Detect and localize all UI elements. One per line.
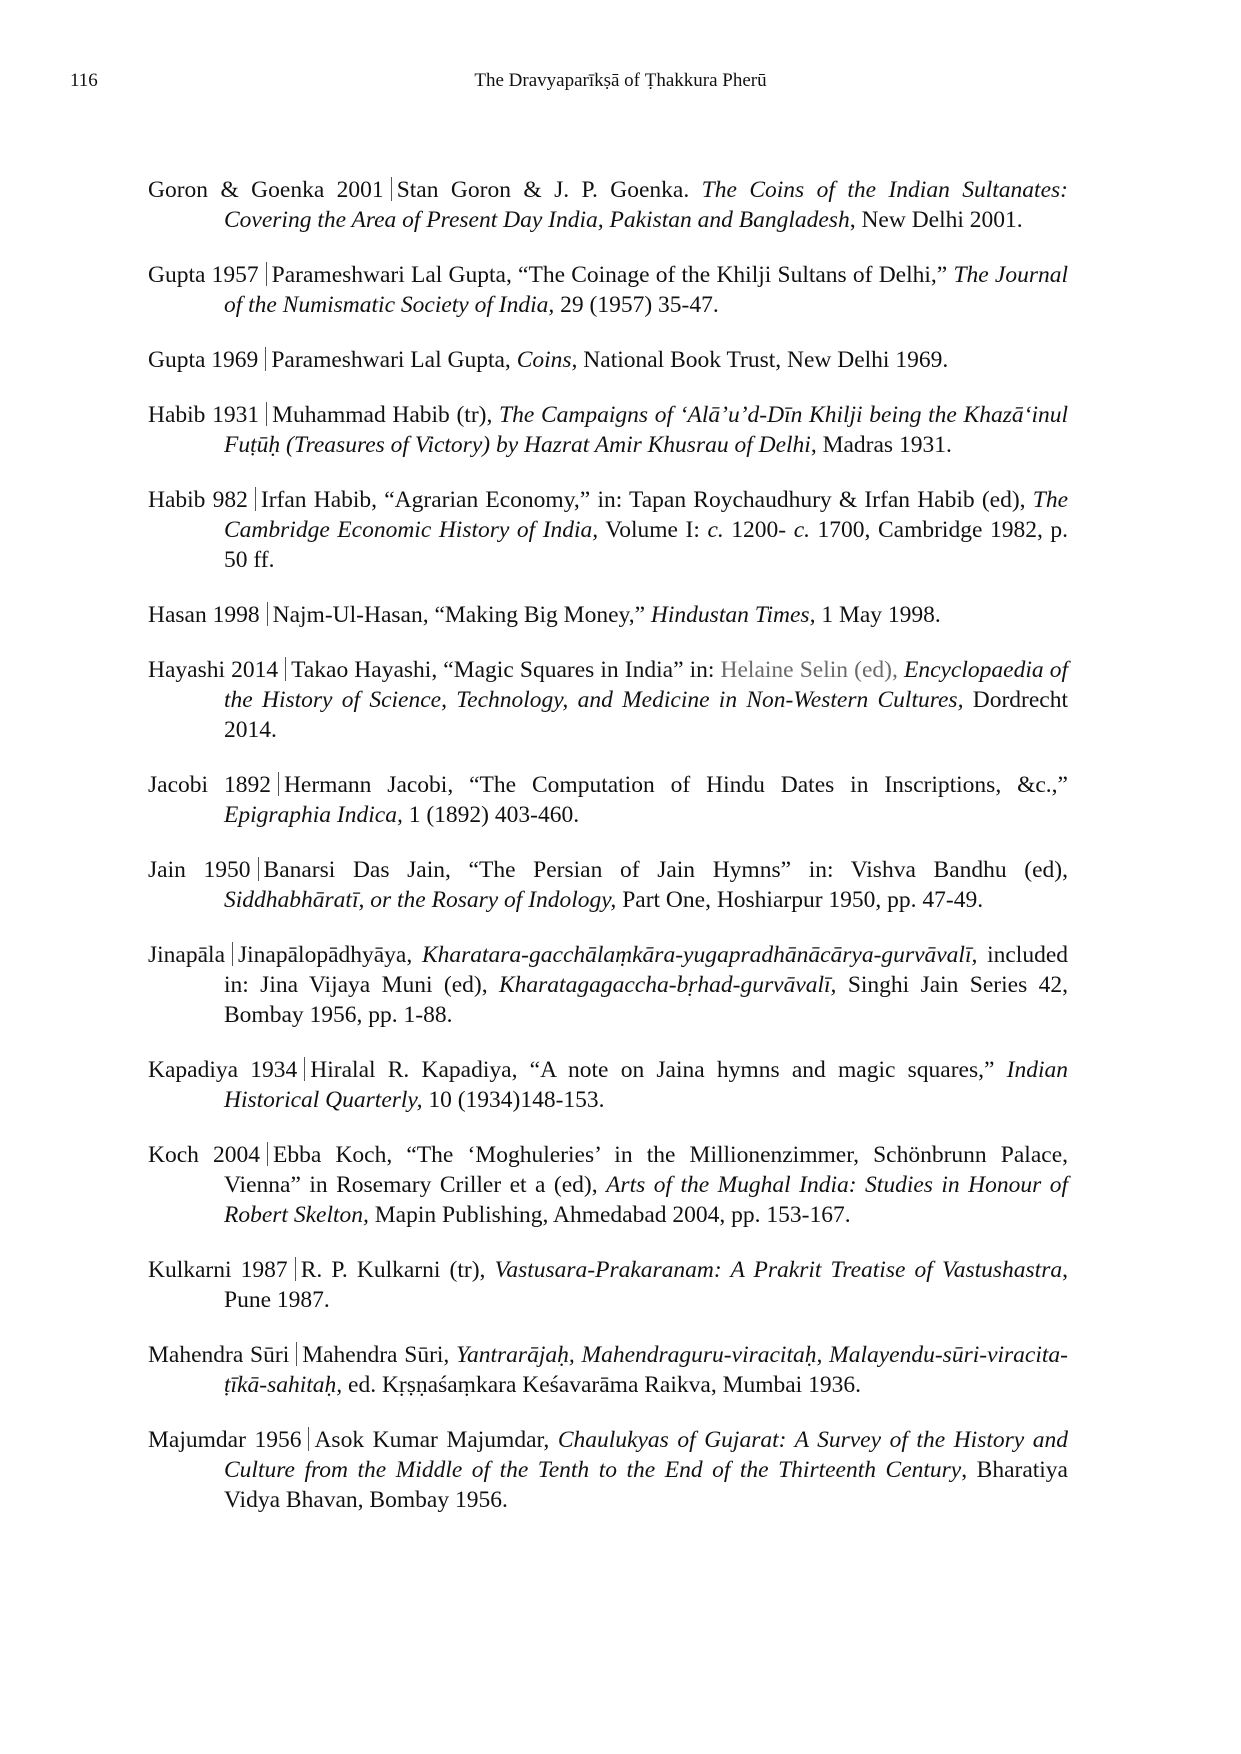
entry-text: , Bharatiya Vidya Bhavan, Bombay 1956. xyxy=(224,1457,1068,1513)
entry-text: Hiralal R. Kapadiya, “A note on Jaina hymns and magic squares,” xyxy=(310,1057,1007,1083)
entry-text: ed. Kṛṣṇaśaṃkara Keśavarāma Raikva, Mumbai 1936. xyxy=(342,1372,861,1398)
key-separator-rule xyxy=(267,602,268,626)
entry-key: Kulkarni 1987 xyxy=(148,1257,288,1283)
key-separator-rule xyxy=(266,402,267,426)
entry-text: included in: Jina Vijaya Muni (ed), xyxy=(224,942,1068,998)
bibliography-entry xyxy=(148,655,1068,745)
running-head xyxy=(0,70,1241,100)
entry-title-italic: Yantrarājaḥ, Mahendraguru-viracitaḥ, Malayendu-sūri-viracita-ṭīkā-sahitaḥ, xyxy=(224,1342,1068,1398)
entry-text: , New Delhi 2001. xyxy=(849,207,1023,233)
entry-key: Habib 1931 xyxy=(148,402,260,428)
bibliography-list xyxy=(148,175,1068,1540)
entry-text: , Pune 1987. xyxy=(224,1257,1068,1313)
key-separator-rule xyxy=(308,1427,309,1451)
entry-text: Mapin Publishing, Ahmedabad 2004, pp. 153-167. xyxy=(368,1202,851,1228)
entry-text: Muhammad Habib (tr), xyxy=(272,402,500,428)
entry-title-italic: The Coins of the Indian Sultanates: Covering the Area of Present Day India, Pakistan and Bangladesh xyxy=(224,177,1068,233)
key-separator-rule xyxy=(296,1342,297,1366)
entry-text: , Madras 1931. xyxy=(810,432,952,458)
entry-text-gray: Helaine Selin (ed), xyxy=(720,657,898,683)
entry-key: Habib 982 xyxy=(148,487,248,513)
entry-text: Najm-Ul-Hasan, “Making Big Money,” xyxy=(272,602,651,628)
bibliography-entry xyxy=(148,1140,1068,1230)
entry-title-italic: The Cambridge Economic History of India, xyxy=(224,487,1068,543)
entry-title-italic: Vastusara-Prakaranam: A Prakrit Treatise of Vastushastra xyxy=(494,1257,1063,1283)
entry-title-italic: c. xyxy=(707,517,724,543)
entry-title-italic: The Journal of the Numismatic Society of India, xyxy=(224,262,1069,318)
key-separator-rule xyxy=(266,262,267,286)
entry-text: Banarsi Das Jain, “The Persian of Jain Hymns” in: Vishva Bandhu (ed), xyxy=(263,857,1069,883)
entry-text: Parameshwari Lal Gupta, “The Coinage of the Khilji Sultans of Delhi,” xyxy=(271,262,954,288)
bibliography-entry xyxy=(148,1340,1068,1400)
bibliography-entry xyxy=(148,600,1068,630)
entry-key: Jain 1950 xyxy=(148,857,251,883)
entry-key: Gupta 1957 xyxy=(148,262,259,288)
key-separator-rule xyxy=(278,772,279,796)
entry-title-italic: Epigraphia Indica, xyxy=(224,802,403,828)
entry-key: Hayashi 2014 xyxy=(148,657,279,683)
entry-text: Jinapālopādhyāya, xyxy=(238,942,422,968)
entry-text: Takao Hayashi, “Magic Squares in India” in: xyxy=(291,657,721,683)
bibliography-entry xyxy=(148,770,1068,830)
bibliography-entry xyxy=(148,400,1068,460)
key-separator-rule xyxy=(391,177,392,201)
entry-text: 1 May 1998. xyxy=(815,602,941,628)
entry-text: Parameshwari Lal Gupta, xyxy=(271,347,517,373)
entry-text: Part One, Hoshiarpur 1950, pp. 47-49. xyxy=(616,887,984,913)
entry-text: Irfan Habib, “Agrarian Economy,” in: Tapan Roychaudhury & Irfan Habib (ed), xyxy=(260,487,1033,513)
entry-key: Jacobi 1892 xyxy=(148,772,271,798)
entry-title-italic: The Campaigns of ‘Alā’u’d-Dīn Khilji being the Khazā‘inul Fuṭūḥ (Treasures of Victory) by Hazrat Amir Khusrau of Delhi xyxy=(224,402,1068,458)
entry-title-italic: Chaulukyas of Gujarat: A Survey of the History and Culture from the Middle of the Tenth to the End of the Thirteenth Century xyxy=(224,1427,1069,1483)
key-separator-rule xyxy=(285,657,286,681)
bibliography-entry xyxy=(148,940,1068,1030)
bibliography-entry xyxy=(148,1255,1068,1315)
key-separator-rule xyxy=(267,1142,268,1166)
bibliography-entry xyxy=(148,1055,1068,1115)
entry-title-italic: Siddhabhāratī, or the Rosary of Indology, xyxy=(224,887,617,913)
entry-key: Majumdar 1956 xyxy=(148,1427,302,1453)
bibliography-entry xyxy=(148,485,1068,575)
entry-text: 1700, Cambridge 1982, p. 50 ff. xyxy=(224,517,1068,573)
entry-title-italic: Hindustan Times, xyxy=(650,602,816,628)
entry-text: R. P. Kulkarni (tr), xyxy=(300,1257,495,1283)
entry-title-italic: Kharatagagaccha-bṛhad-gurvāvalī, xyxy=(498,972,837,998)
key-separator-rule xyxy=(295,1257,296,1281)
entry-title-italic: Encyclopaedia of the History of Science, Technology, and Medicine in Non-Western Cultures, xyxy=(224,657,1068,713)
entry-text: 1200- xyxy=(723,517,794,543)
entry-key: Jinapāla xyxy=(148,942,225,968)
entry-text: Stan Goron & J. P. Goenka. xyxy=(396,177,702,203)
key-separator-rule xyxy=(232,942,233,966)
bibliography-entry xyxy=(148,260,1068,320)
page-number: 116 xyxy=(70,70,98,91)
entry-text: 29 (1957) 35-47. xyxy=(554,292,719,318)
running-title: The Dravyaparīkṣā of Ṭhakkura Pherū xyxy=(474,70,767,91)
entry-text: Hermann Jacobi, “The Computation of Hindu Dates in Inscriptions, &c.,” xyxy=(283,772,1068,798)
key-separator-rule xyxy=(258,857,259,881)
entry-text: Asok Kumar Majumdar, xyxy=(314,1427,558,1453)
entry-text: 10 (1934)148-153. xyxy=(422,1087,605,1113)
key-separator-rule xyxy=(255,487,256,511)
entry-key: Goron & Goenka 2001 xyxy=(148,177,384,203)
entry-key: Gupta 1969 xyxy=(148,347,259,373)
entry-text: Volume I: xyxy=(598,517,708,543)
entry-key: Mahendra Sūri xyxy=(148,1342,290,1368)
bibliography-entry xyxy=(148,855,1068,915)
bibliography-entry xyxy=(148,1425,1068,1515)
entry-text: 1 (1892) 403-460. xyxy=(402,802,580,828)
entry-text: Mahendra Sūri, xyxy=(302,1342,457,1368)
entry-text: Ebba Koch, “The ‘Moghuleries’ in the Millionenzimmer, Schönbrunn Palace, Vienna” in Rosemary Criller et a (ed), xyxy=(224,1142,1068,1198)
entry-key: Koch 2004 xyxy=(148,1142,261,1168)
entry-title-italic: Coins, xyxy=(516,347,578,373)
entry-key: Kapadiya 1934 xyxy=(148,1057,298,1083)
key-separator-rule xyxy=(304,1057,305,1081)
bibliography-entry xyxy=(148,345,1068,375)
bibliography-entry xyxy=(148,175,1068,235)
entry-key: Hasan 1998 xyxy=(148,602,260,628)
entry-title-italic: Kharatara-gacchālaṃkāra-yugapradhānācārya-gurvāvalī, xyxy=(421,942,978,968)
entry-title-italic: Arts of the Mughal India: Studies in Honour of Robert Skelton, xyxy=(224,1172,1068,1228)
entry-text: National Book Trust, New Delhi 1969. xyxy=(577,347,949,373)
entry-title-italic: c. xyxy=(793,517,810,543)
entry-text: Singhi Jain Series 42, Bombay 1956, pp. 1-88. xyxy=(224,972,1068,1028)
entry-text: Dordrecht 2014. xyxy=(224,687,1068,743)
entry-title-italic: Indian Historical Quarterly, xyxy=(224,1057,1068,1113)
key-separator-rule xyxy=(265,347,266,371)
